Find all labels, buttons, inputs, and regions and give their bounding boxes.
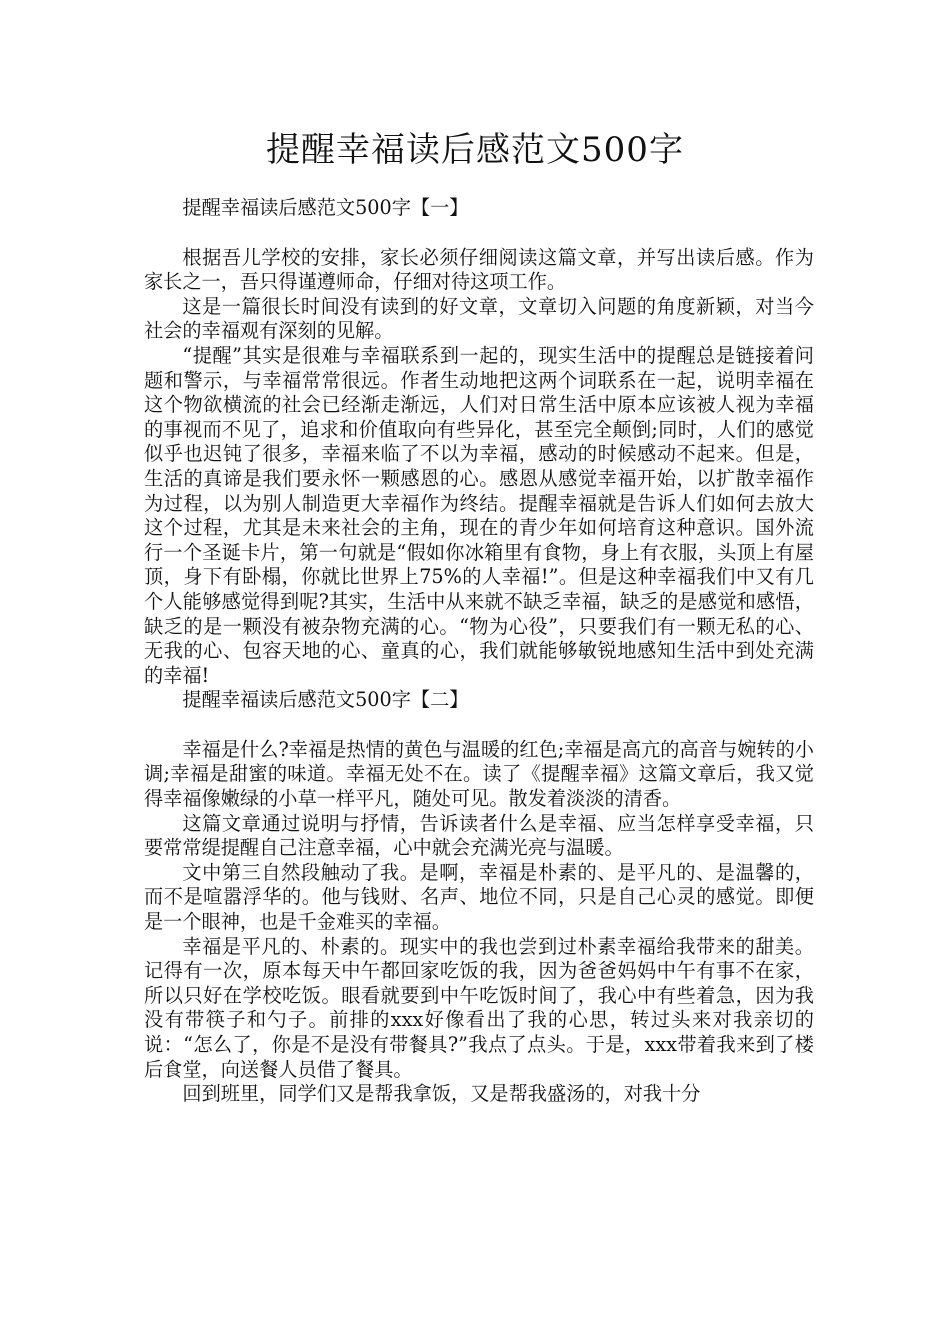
document-title: 提醒幸福读后感范文500字 [266,130,684,170]
paragraph: 这是一篇很长时间没有读到的好文章，文章切入问题的角度新颖，对当今社会的幸福观有深刻的见解。 [144,294,814,343]
document-body [144,196,814,1107]
section-heading-1: 提醒幸福读后感范文500字【一】 [182,196,469,219]
paragraph: “提醒”其实是很难与幸福联系到一起的，现实生活中的提醒总是链接着问题和警示，与幸福常常很远。作者生动地把这两个词联系在一起，说明幸福在这个物欲横流的社会已经渐走渐远，人们对日常生活中原本应该被人视为幸福的事视而不见了，追求和价值取向有些异化，甚至完全颠倒;同时，人们的感觉似乎也迟钝了很多，幸福来临了不以为幸福，感动的时候感动不起来。但是，生活的真谛是我们要永怀一颗感恩的心。感恩从感觉幸福开始，以扩散幸福作为过程，以为别人制造更大幸福作为终结。提醒幸福就是告诉人们如何去放大这个过程，尤其是未来社会的主角，现在的青少年如何培育这种意识。国外流行一个圣诞卡片，第一句就是“假如你冰箱里有食物，身上有衣服，头顶上有屋顶，身下有卧榻，你就比世界上75%的人幸福!”。但是这种幸福我们中又有几个人能够感觉得到呢?其实，生活中从来就不缺乏幸福，缺乏的是感觉和感悟，缺乏的是一颗没有被杂物充满的心。“物为心役”，只要我们有一颗无私的心、无我的心、包容天地的心、童真的心，我们就能够敏锐地感知生活中到处充满的幸福! [144,343,814,687]
paragraph: 根据吾儿学校的安排，家长必须仔细阅读这篇文章，并写出读后感。作为家长之一，吾只得谨遵师命，仔细对待这项工作。 [144,245,814,294]
paragraph: 幸福是平凡的、朴素的。现实中的我也尝到过朴素幸福给我带来的甜美。记得有一次，原本每天中午都回家吃饭的我，因为爸爸妈妈中午有事不在家，所以只好在学校吃饭。眼看就要到中午吃饭时间了，我心中有些着急，因为我没有带筷子和勺子。前排的xxx好像看出了我的心思，转过头来对我亲切的说：“怎么了，你是不是没有带餐具?”我点了点头。于是，xxx带着我来到了楼后食堂，向送餐人员借了餐具。 [144,934,814,1081]
paragraph: 回到班里，同学们又是帮我拿饭，又是帮我盛汤的，对我十分 [182,1082,701,1106]
paragraph: 幸福是什么?幸福是热情的黄色与温暖的红色;幸福是高亢的高音与婉转的小调;幸福是甜蜜的味道。幸福无处不在。读了《提醒幸福》这篇文章后，我又觉得幸福像嫩绿的小草一样平凡，随处可见。散发着淡淡的清香。 [144,737,814,811]
paragraph: 这篇文章通过说明与抒情，告诉读者什么是幸福、应当怎样享受幸福，只要常常缇提醒自己注意幸福，心中就会充满光亮与温暖。 [144,811,814,860]
paragraph: 文中第三自然段触动了我。是啊，幸福是朴素的、是平凡的、是温馨的，而不是喧嚣浮华的。他与钱财、名声、地位不同，只是自己心灵的感觉。即便是一个眼神，也是千金难买的幸福。 [144,860,814,934]
section-heading-2: 提醒幸福读后感范文500字【二】 [182,688,469,712]
